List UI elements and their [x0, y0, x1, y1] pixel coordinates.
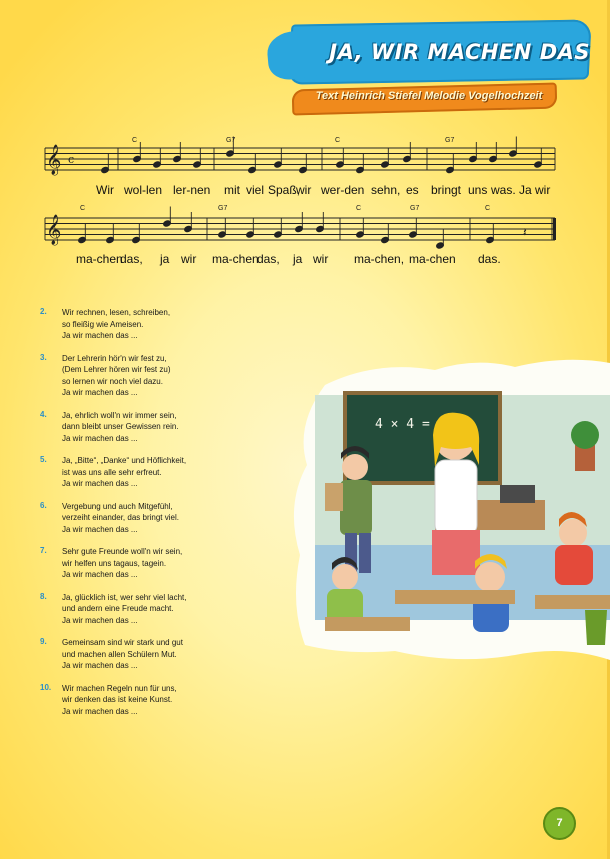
- backpack: [325, 483, 343, 511]
- verse: [40, 592, 300, 627]
- chalkboard-text: 4 × 4 =: [375, 417, 430, 432]
- chord-symbol: G7: [445, 137, 455, 144]
- verse-lines: [62, 455, 300, 490]
- lyric-syllable: uns: [468, 183, 488, 197]
- chord-symbol: G7: [226, 137, 236, 144]
- verse-line: Ja, glücklich ist, wer sehr viel lacht,: [62, 592, 187, 602]
- verse-number: 2.: [40, 307, 47, 316]
- lyric-syllable: wol-len: [124, 183, 163, 197]
- lyric-syllable: viel: [246, 183, 265, 197]
- lyric-syllable: bringt: [431, 183, 462, 197]
- verse-line: Ja, ehrlich woll'n wir immer sein,: [62, 410, 177, 420]
- lyric-syllable: das.: [478, 252, 501, 266]
- child-head: [332, 564, 358, 590]
- verse: [40, 410, 300, 445]
- verse-line: Ja wir machen das ...: [62, 661, 138, 670]
- book-stack: [500, 485, 535, 503]
- verse-line: Ja wir machen das ...: [62, 433, 138, 443]
- treble-clef-icon: 𝄞: [46, 145, 62, 175]
- lyric-syllable: ma-chen: [409, 252, 456, 266]
- lyric-syllable: ler-nen: [173, 183, 211, 197]
- verse-number: 4.: [40, 409, 47, 419]
- verse-line: Ja wir machen das ...: [62, 524, 138, 534]
- treble-clef-icon: 𝄞: [46, 215, 62, 245]
- sheet-music: [0, 0, 610, 280]
- lyric-syllable: das,: [257, 252, 280, 266]
- lyric-syllable: das,: [120, 252, 143, 266]
- verse-number: 7.: [40, 546, 47, 555]
- lyric-syllable: Spaß,: [268, 183, 301, 197]
- verse: [40, 455, 300, 490]
- verse-lines: [62, 353, 300, 399]
- verse-line: Ja wir machen das ...: [62, 570, 138, 579]
- lyric-syllable: wir: [313, 252, 329, 266]
- verse-lines: [62, 501, 300, 536]
- verse-line: dann bleibt unser Gewissen rein.: [62, 422, 179, 431]
- school-desk: [535, 595, 610, 609]
- verse-line: Ja wir machen das ...: [62, 479, 138, 488]
- verse-line: Gemeinsam sind wir stark und gut: [62, 638, 183, 647]
- verse-number: 3.: [40, 352, 47, 362]
- boy-body: [340, 480, 372, 535]
- verse-line: Ja wir machen das ...: [62, 615, 138, 625]
- verse-line: Ja wir machen das ...: [62, 388, 138, 397]
- verse: [40, 637, 300, 672]
- verse-line: verzeiht einander, das bringt viel.: [62, 513, 179, 522]
- lyric-syllable: Wir: [96, 183, 114, 197]
- lyric-syllable: ma-chen: [76, 252, 123, 266]
- chord-symbol: G7: [218, 205, 228, 212]
- chord-symbol: C: [485, 205, 491, 212]
- verse-lines: [62, 637, 300, 672]
- verse-line: Sehr gute Freunde woll'n wir sein,: [62, 547, 183, 556]
- boy-leg: [359, 533, 371, 573]
- verse-number: 6.: [40, 500, 47, 510]
- chord-symbol: C: [335, 137, 341, 144]
- verse-line: Vergebung und auch Mitgefühl,: [62, 501, 173, 511]
- verse-line: so lernen wir noch viel dazu.: [62, 376, 163, 386]
- notes-line-2: [78, 207, 495, 250]
- song-credits: Text Heinrich Stiefel Melodie Vogelhochzeit: [315, 90, 543, 102]
- lyric-syllable: sehn,: [371, 183, 401, 197]
- lyric-syllable: wir: [296, 183, 312, 197]
- verse-number: 8.: [40, 591, 47, 601]
- lyric-syllable: wir: [535, 183, 551, 197]
- verse-line: wir helfen uns tagaus, tagein.: [62, 558, 167, 568]
- chord-symbol: C: [80, 205, 86, 212]
- verse: [40, 501, 300, 536]
- child-head: [559, 519, 587, 547]
- lyric-syllable: ja: [160, 252, 170, 266]
- verse-line: Wir rechnen, lesen, schreiben,: [62, 308, 171, 317]
- lyric-syllable: ma-chen,: [354, 252, 405, 266]
- lyric-syllable: Ja: [519, 183, 532, 197]
- staff-1: [45, 148, 555, 170]
- classroom-illustration: [285, 355, 610, 665]
- verse-line: und machen allen Schülern Mut.: [62, 649, 177, 659]
- plant: [571, 421, 599, 449]
- waste-bin: [585, 610, 607, 645]
- teacher-skirt: [432, 530, 480, 575]
- verse-lines: [62, 546, 300, 581]
- verse-line: (Dem Lehrer hören wir fest zu): [62, 365, 171, 374]
- verse-line: wir denken das ist keine Kunst.: [62, 695, 173, 704]
- school-desk: [395, 590, 515, 604]
- final-barline: [553, 218, 556, 240]
- verse-number: 9.: [40, 637, 47, 646]
- verse: [40, 353, 300, 399]
- verse: [40, 307, 300, 342]
- chord-symbol: C: [132, 137, 138, 144]
- verse-line: Der Lehrerin hör'n wir fest zu,: [62, 353, 167, 363]
- lyric-syllable: ma-chen: [212, 252, 259, 266]
- verse-lines: [62, 592, 300, 627]
- verse-line: Ja wir machen das ...: [62, 706, 138, 716]
- boy-head: [342, 454, 368, 480]
- lyric-syllable: was.: [491, 183, 516, 197]
- notes-line-1: [101, 137, 543, 174]
- lyric-syllable: mit: [224, 183, 240, 197]
- verse-line: so fleißig wie Ameisen.: [62, 319, 144, 329]
- quarter-rest-icon: 𝄽: [523, 225, 527, 239]
- verse-line: Ja, „Bitte“, „Danke“ und Höflichkeit,: [62, 456, 187, 465]
- verse-list: [40, 307, 300, 728]
- verse-lines: [62, 410, 300, 445]
- lyric-syllable: es: [406, 183, 419, 197]
- song-title: JA, WIR MACHEN DAS: [329, 40, 590, 64]
- chord-symbol: C: [356, 205, 362, 212]
- time-signature: c: [68, 153, 75, 166]
- child-body: [555, 545, 593, 585]
- verse: [40, 546, 300, 581]
- page-number-badge: 7: [543, 807, 576, 840]
- verse-line: und andern eine Freude macht.: [62, 604, 174, 613]
- verse-lines: [62, 683, 300, 718]
- lyric-syllable: wir: [181, 252, 197, 266]
- verse-number: 10.: [40, 682, 52, 692]
- verse-line: ist was uns alle sehr erfreut.: [62, 467, 162, 477]
- chord-symbol: G7: [410, 205, 420, 212]
- verse-lines: [62, 307, 300, 342]
- child-head: [475, 562, 505, 592]
- verse-line: Ja wir machen das ...: [62, 331, 138, 340]
- teacher-body: [435, 460, 477, 535]
- verse-line: Wir machen Regeln nun für uns,: [62, 683, 177, 693]
- school-desk: [325, 617, 410, 631]
- verse-number: 5.: [40, 455, 47, 464]
- lyric-syllable: wer-den: [321, 183, 365, 197]
- lyric-syllable: ja: [293, 252, 303, 266]
- verse: [40, 683, 300, 718]
